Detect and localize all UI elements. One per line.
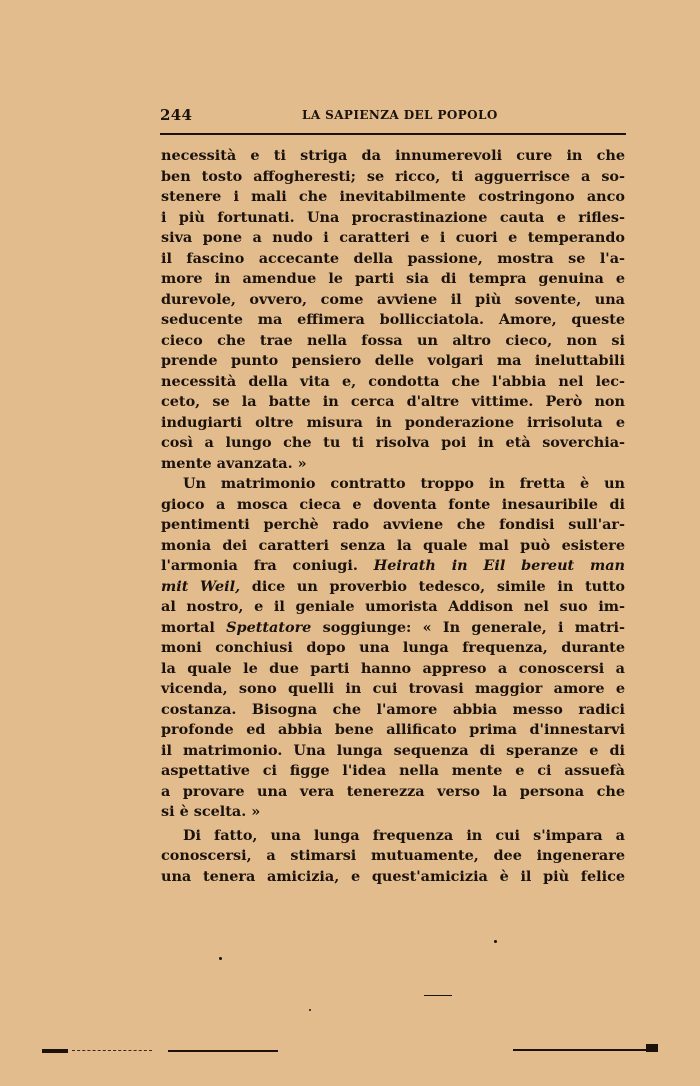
body-text	[161, 146, 625, 887]
text-line: mente avanzata. »	[161, 454, 307, 472]
text-line	[161, 556, 625, 577]
running-head	[160, 106, 626, 126]
text-line: cieco che trae nella fossa un altro cieco, non si	[161, 331, 625, 349]
text-line: costanza. Bisogna che l'amore abbia messo radici	[161, 700, 625, 718]
text-line: il matrimonio. Una lunga sequenza di speranze e di	[161, 741, 625, 759]
text-line: Un matrimonio contratto troppo in fretta è un	[183, 475, 625, 492]
german-proverb: Heirath in Eil bereut man	[373, 557, 626, 574]
ink-speck	[219, 957, 222, 960]
text-line: prende punto pensiero delle volgari ma ineluttabili	[161, 352, 625, 369]
footer-rule	[168, 1050, 278, 1052]
text-line: necessità e ti striga da innumerevoli cure in che	[161, 147, 625, 164]
text-line: siva pone a nudo i caratteri e i cuori e temperando	[161, 229, 625, 246]
text-line: pentimenti perchè rado avviene che fondisi sull'ar-	[161, 516, 625, 533]
text-run: dice un proverbio tedesco, simile in tutto	[240, 577, 625, 595]
text-line: durevole, ovvero, come avviene il più sovente, una	[161, 290, 625, 308]
header-rule	[160, 133, 626, 135]
german-proverb: mit Weil,	[161, 577, 241, 595]
text-line: indugiarti oltre misura in ponderazione irrisoluta e	[161, 413, 625, 431]
text-line: una tenera amicizia, e quest'amicizia è il più felice	[161, 867, 625, 885]
text-line: vicenda, sono quelli in cui trovasi maggior amore e	[161, 680, 625, 697]
text-line: aspettative ci figge l'idea nella mente e ci assuefà	[161, 762, 625, 779]
ink-speck	[494, 940, 497, 943]
text-run: mortal	[161, 618, 227, 636]
text-line: così a lungo che tu ti risolva poi in età soverchia-	[161, 434, 625, 451]
running-title: LA SAPIENZA DEL POPOLO	[302, 108, 498, 122]
text-line: profonde ed abbia bene allificato prima d'innestarvi	[161, 721, 625, 738]
text-line: la quale le due parti hanno appreso a conoscersi a	[161, 659, 625, 677]
paragraph-3	[161, 826, 625, 888]
text-line: il fascino accecante della passione, mostra se l'a-	[161, 249, 625, 267]
ink-speck	[309, 1009, 311, 1011]
footer-rule	[42, 1049, 68, 1053]
text-line: i più fortunati. Una procrastinazione cauta e rifles-	[161, 208, 625, 226]
ink-mark	[424, 995, 452, 996]
text-line: a provare una vera tenerezza verso la persona che	[161, 782, 625, 800]
paragraph-1	[161, 146, 625, 474]
work-title: Spettatore	[226, 618, 312, 636]
text-line: al nostro, e il geniale umorista Addison nel suo im-	[161, 598, 625, 615]
text-line: monia dei caratteri senza la quale mal può esistere	[161, 536, 625, 554]
text-line: more in amendue le parti sia di tempra genuina e	[161, 270, 625, 287]
text-run: soggiunge: « In generale, i matri-	[311, 618, 625, 636]
text-line: stenere i mali che inevitabilmente costringono anco	[161, 188, 625, 205]
text-line	[161, 577, 625, 598]
text-line: Di fatto, una lunga frequenza in cui s'impara a	[183, 826, 625, 844]
footer-rule	[72, 1050, 152, 1051]
text-run: l'armonia fra coniugi.	[161, 557, 374, 574]
page-number: 244	[160, 106, 193, 124]
footer-rule	[646, 1044, 658, 1052]
footer-rule	[513, 1049, 658, 1051]
text-line: seducente ma effimera bollicciatola. Amore, queste	[161, 311, 625, 328]
text-line: necessità della vita e, condotta che l'abbia nel lec-	[161, 372, 625, 390]
paragraph-2	[161, 474, 625, 823]
text-line: ceto, se la batte in cerca d'altre vittime. Però non	[161, 393, 625, 410]
text-line: gioco a mosca cieca e doventa fonte inesauribile di	[161, 495, 625, 513]
text-line: ben tosto affogheresti; se ricco, ti agguerrisce a so-	[161, 167, 625, 185]
text-line: si è scelta. »	[161, 803, 261, 820]
text-line: conoscersi, a stimarsi mutuamente, dee ingenerare	[161, 847, 625, 864]
text-line	[161, 618, 625, 639]
text-line: moni conchiusi dopo una lunga frequenza, durante	[161, 639, 625, 656]
